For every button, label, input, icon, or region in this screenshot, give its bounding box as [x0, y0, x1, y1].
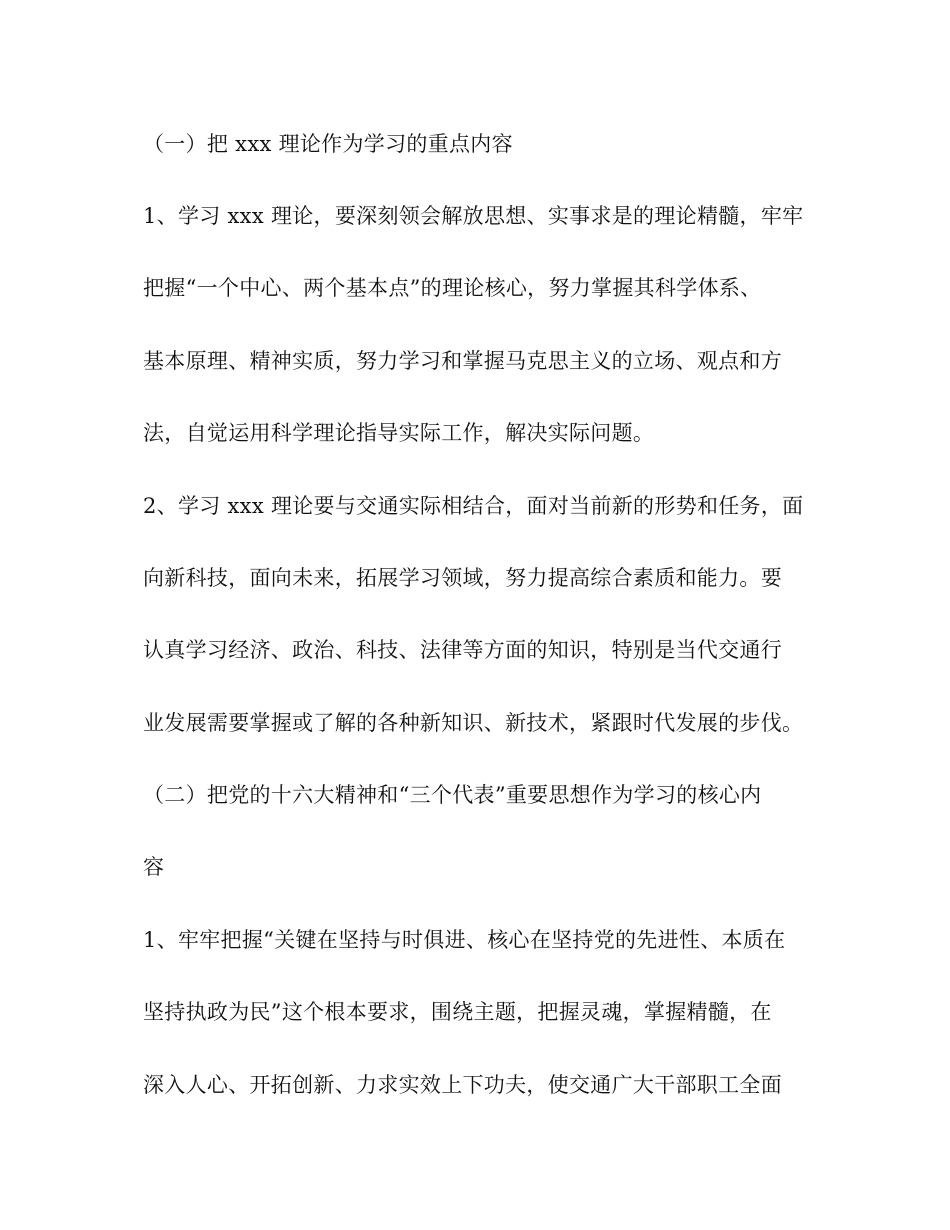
section-heading-2: （二）把党的十六大精神和“三个代表”重要思想作为学习的核心内	[143, 783, 762, 807]
paragraph-line: 基本原理、精神实质，努力学习和掌握马克思主义的立场、观点和方	[143, 349, 782, 373]
paragraph-line: 1、牢牢把握“关键在坚持与时俱进、核心在坚持党的先进性、本质在	[143, 928, 786, 952]
paragraph-line: 向新科技，面向未来，拓展学习领域，努力提高综合素质和能力。要	[143, 566, 782, 590]
paragraph-line: 坚持执政为民”这个根本要求，围绕主题，把握灵魂，掌握精髓，在	[143, 1000, 772, 1024]
paragraph-line: 法，自觉运用科学理论指导实际工作，解决实际问题。	[143, 421, 655, 445]
paragraph-line: 业发展需要掌握或了解的各种新知识、新技术，紧跟时代发展的步伐。	[143, 711, 804, 735]
paragraph-line: 2、学习 xxx 理论要与交通实际相结合，面对当前新的形势和任务，面	[143, 494, 804, 518]
paragraph-line: 深入人心、开拓创新、力求实效上下功夫，使交通广大干部职工全面	[143, 1073, 782, 1097]
section-heading-1: （一）把 xxx 理论作为学习的重点内容	[143, 132, 513, 156]
paragraph-line: 把握“一个中心、两个基本点”的理论核心，努力掌握其科学体系、	[143, 276, 762, 300]
section-heading-2-continued: 容	[143, 855, 165, 879]
paragraph-line: 认真学习经济、政治、科技、法律等方面的知识，特别是当代交通行	[143, 638, 782, 662]
paragraph-line: 1、学习 xxx 理论，要深刻领会解放思想、实事求是的理论精髓，牢牢	[143, 204, 804, 228]
